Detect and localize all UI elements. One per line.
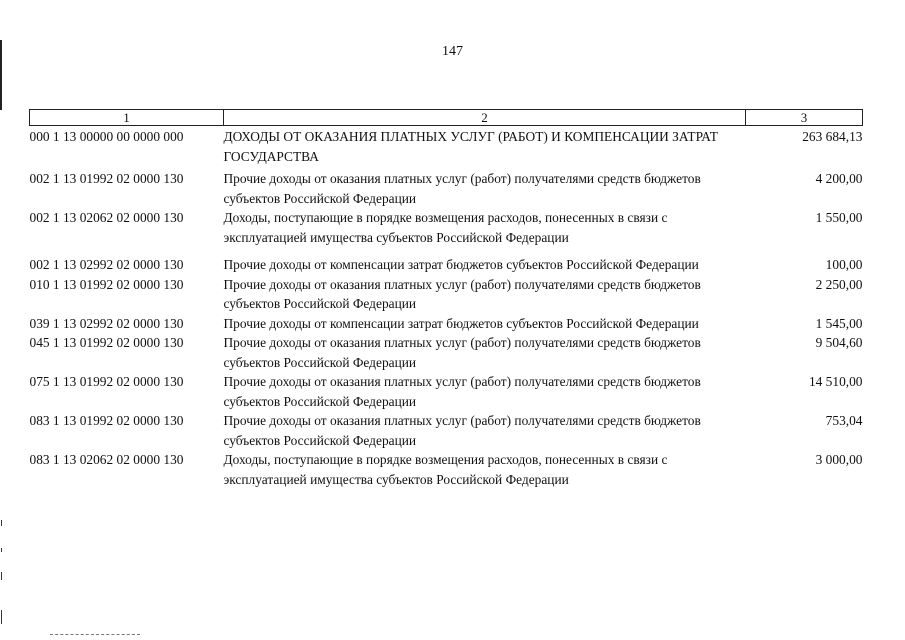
scan-bottom-rule (50, 634, 140, 636)
table-row (30, 208, 863, 255)
row-description: Прочие доходы от оказания платных услуг (работ) получателями средств бюджетов субъектов Российской Федерации (223, 276, 701, 311)
column-header-code: 1 (30, 110, 224, 126)
revenue-table (29, 109, 863, 489)
scan-margin-tick (1, 572, 2, 580)
row-description: Прочие доходы от оказания платных услуг (работ) получателями средств бюджетов субъектов Российской Федерации (223, 413, 701, 448)
row-amount: 1 545,00 (815, 315, 863, 331)
table-row (30, 255, 863, 275)
row-amount: 100,00 (825, 257, 863, 272)
row-amount: 3 000,00 (815, 452, 863, 467)
row-amount: 2 250,00 (815, 276, 863, 292)
column-header-description: 2 (224, 110, 746, 126)
table-row (30, 126, 863, 170)
row-description: Прочие доходы от оказания платных услуг (работ) получателями средств бюджетов субъектов Российской Федерации (223, 171, 701, 206)
row-amount: 263 684,13 (802, 129, 863, 144)
scan-margin-tick (1, 520, 2, 526)
row-description: Прочие доходы от компенсации затрат бюджетов субъектов Российской Федерации (223, 315, 699, 331)
table-row (30, 314, 863, 334)
row-description: Прочие доходы от оказания платных услуг (работ) получателями средств бюджетов субъектов Российской Федерации (223, 335, 701, 370)
row-description: Прочие доходы от компенсации затрат бюджетов субъектов Российской Федерации (223, 257, 699, 272)
table-row (30, 333, 863, 372)
table-row (30, 450, 863, 489)
table-header-row (30, 110, 863, 126)
table-row (30, 411, 863, 450)
row-amount: 4 200,00 (815, 171, 863, 186)
row-amount: 1 550,00 (815, 210, 863, 225)
row-code: 039 1 13 02992 02 0000 130 (29, 315, 184, 331)
row-code: 002 1 13 02992 02 0000 130 (29, 257, 184, 272)
column-header-amount: 3 (746, 110, 863, 126)
row-code: 002 1 13 02062 02 0000 130 (29, 210, 184, 225)
row-description: Прочие доходы от оказания платных услуг (работ) получателями средств бюджетов субъектов Российской Федерации (223, 374, 701, 409)
row-code: 083 1 13 01992 02 0000 130 (29, 413, 184, 428)
row-amount: 753,04 (825, 413, 863, 428)
row-code: 000 1 13 00000 00 0000 000 (29, 129, 184, 144)
table-row (30, 372, 863, 411)
row-code: 010 1 13 01992 02 0000 130 (29, 276, 184, 292)
scan-margin-tick (1, 610, 2, 624)
row-code: 045 1 13 01992 02 0000 130 (29, 335, 184, 350)
scan-margin-tick (1, 548, 2, 552)
row-code: 083 1 13 02062 02 0000 130 (29, 452, 184, 467)
table-row (30, 169, 863, 208)
row-amount: 9 504,60 (815, 335, 863, 350)
row-description: Доходы, поступающие в порядке возмещения расходов, понесенных в связи с эксплуатацией имущества субъектов Российской Федерации (223, 452, 668, 487)
row-code: 002 1 13 01992 02 0000 130 (29, 171, 184, 186)
row-description: Доходы, поступающие в порядке возмещения расходов, понесенных в связи с эксплуатацией имущества субъектов Российской Федерации (223, 210, 668, 245)
row-amount: 14 510,00 (808, 374, 863, 389)
row-description: ДОХОДЫ ОТ ОКАЗАНИЯ ПЛАТНЫХ УСЛУГ (РАБОТ) И КОМПЕНСАЦИИ ЗАТРАТ ГОСУДАРСТВА (223, 129, 718, 164)
table-row (30, 275, 863, 314)
row-code: 075 1 13 01992 02 0000 130 (29, 374, 184, 389)
page-number: 147 (442, 44, 463, 59)
